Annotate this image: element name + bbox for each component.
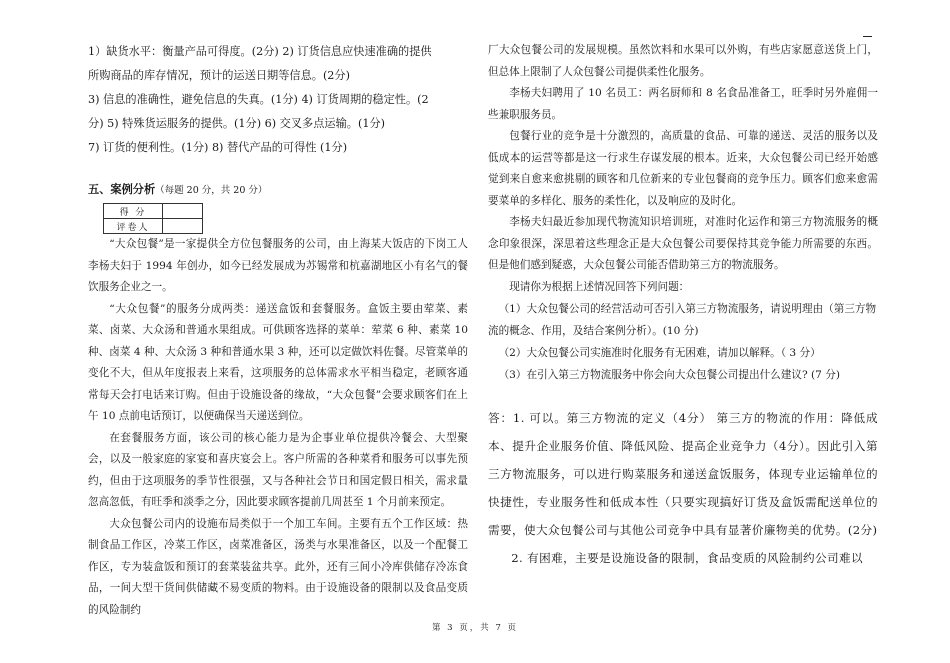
score-label: 得 分: [104, 204, 163, 219]
case-paragraph: 在套餐服务方面，该公司的核心能力是为企事业单位提供冷餐会、大型聚会，以及一般家庭的家宴和喜庆宴会上。客户所需的各种菜肴和服务可以事先预约，但由于这项服务的季节性很强，又与各种社会节日和国定假日相关，需求量忽高忽低，有旺季和淡季之分，因此要求顾客提前几周甚至 1 个月前来预定。: [88, 431, 468, 508]
answer-line: 分) 5) 特殊货运服务的提供。(1分) 6) 交叉多点运输。(1分): [88, 117, 385, 130]
answer-line: 3) 信息的准确性，避免信息的失真。(1分) 4) 订货周期的稳定性。(2: [88, 93, 429, 106]
section-heading: [88, 182, 468, 199]
section-note: （每题 20 分，共 20 分）: [155, 185, 268, 196]
case-paragraph: “大众包餐”是一家提供全方位包餐服务的公司，由上海某大饭店的下岗工人李杨夫妇于 1994 年创办，如今已经发展成为苏锡常和杭嘉湖地区小有名气的餐饮服务企业之一。: [88, 238, 468, 293]
left-column: [88, 40, 468, 621]
case-paragraph: 包餐行业的竞争是十分激烈的，高质量的食品、可靠的递送、灵活的服务以及低成本的运营等都是这一行求生存谋发展的根本。近来，大众包餐公司已经开始感觉到来自愈来愈挑剔的顾客和几位新来的专业包餐商的竞争压力。顾客们愈来愈需要菜单的多样化、服务的柔性化，以及响应的及时化。: [488, 130, 878, 207]
answer-paragraph: 2. 有困难，主要是设施设备的限制，食品变质的风险制约公司难以: [511, 551, 863, 565]
question-intro: 现请你为根据上述情况回答下列问题：: [509, 280, 690, 293]
case-paragraph: 李杨夫妇最近参加现代物流知识培训班，对准时化运作和第三方物流服务的概念印象很深，深思着这些理念正是大众包餐公司要保持其竞争能力所需要的东西。但是他们感到疑惑，大众包餐公司能否借助第三方的物流服务。: [488, 216, 878, 271]
right-column: [488, 40, 878, 572]
case-paragraph: 大众包餐公司内的设施布局类似于一个加工车间。主要有五个工作区域：热制食品工作区，冷菜工作区，卤菜准备区，汤类与水果准备区，以及一个配餐工作区，专为装盒饭和预订的套菜装盆共享。此外，还有三间小冷库供储存冷冻食品，一间大型干货间供储藏不易变质的物料。由于设施设备的限制以及食品变质的风险制约: [88, 517, 468, 616]
grader-box: [163, 219, 203, 234]
case-paragraph: 李杨夫妇聘用了 10 名员工：两名厨师和 8 名食品准备工，旺季时另外雇佣一些兼职服务员。: [488, 87, 878, 121]
section-title: 五、案例分析: [88, 183, 156, 196]
case-paragraph: “大众包餐”的服务分成两类：递送盒饭和套餐服务。盒饭主要由荤菜、素菜、卤菜、大众汤和普通水果组成。可供顾客选择的菜单：荤菜 6 种、素菜 10 种、卤菜 4 种、大众汤 3 种和普通水果 3 种，还可以定做饮料佐餐。尽管菜单的变化不大，但从年度报表上来看，这项服务的总体需求水平相当稳定，老顾客通常每天会打电话来订购。但由于设施设备的缘故，“大众包餐”会要求顾客们在上午 10 点前电话预订，以便确保当天递送到位。: [88, 302, 468, 422]
answer-paragraph: 答：1. 可以。第三方物流的定义（4分） 第三方的物流的作用：降低成本、提升企业服务价值、降低风险、提高企业竞争力（4分）。因此引入第三方物流服务，可以进行购菜服务和递送盒饭服务，体现专业运输单位的快捷性，专业服务性和低成本性（只要实现搞好订货及盒饭需配送单位的需要，使大众包餐公司与其他公司竞争中具有显著价廉物美的优势。(2分): [488, 411, 878, 537]
score-box: [163, 204, 203, 219]
answer-line: 所购商品的库存情况，预计的运送日期等信息。(2分): [88, 69, 350, 82]
page-footer: 第 3 页，共 7 页: [431, 623, 519, 633]
grader-label: 评卷人: [104, 219, 163, 234]
question-item: （2）大众包餐公司实施准时化服务有无困难，请加以解释。（ 3 分）: [498, 347, 821, 359]
answer-line: 7) 订货的便利性。(1分) 8) 替代产品的可得性 (1分): [88, 141, 348, 154]
case-paragraph: 厂大众包餐公司的发展规模。虽然饮料和水果可以外购，有些店家愿意送货上门，但总体上限制了人众包餐公司提供柔性化服务。: [488, 44, 878, 78]
score-table: [103, 203, 203, 234]
question-item: （1）大众包餐公司的经营活动可否引入第三方物流服务，请说明理由（第三方物流的概念、作用，及结合案例分析）。(10 分): [488, 303, 877, 337]
corner-mark: [863, 36, 872, 37]
question-item: （3）在引入第三方物流服务中你会向大众包餐公司提出什么建议? (7 分): [498, 369, 840, 381]
answer-line: 1）缺货水平：衡量产品可得度。(2分) 2) 订货信息应快速准确的提供: [88, 45, 432, 58]
